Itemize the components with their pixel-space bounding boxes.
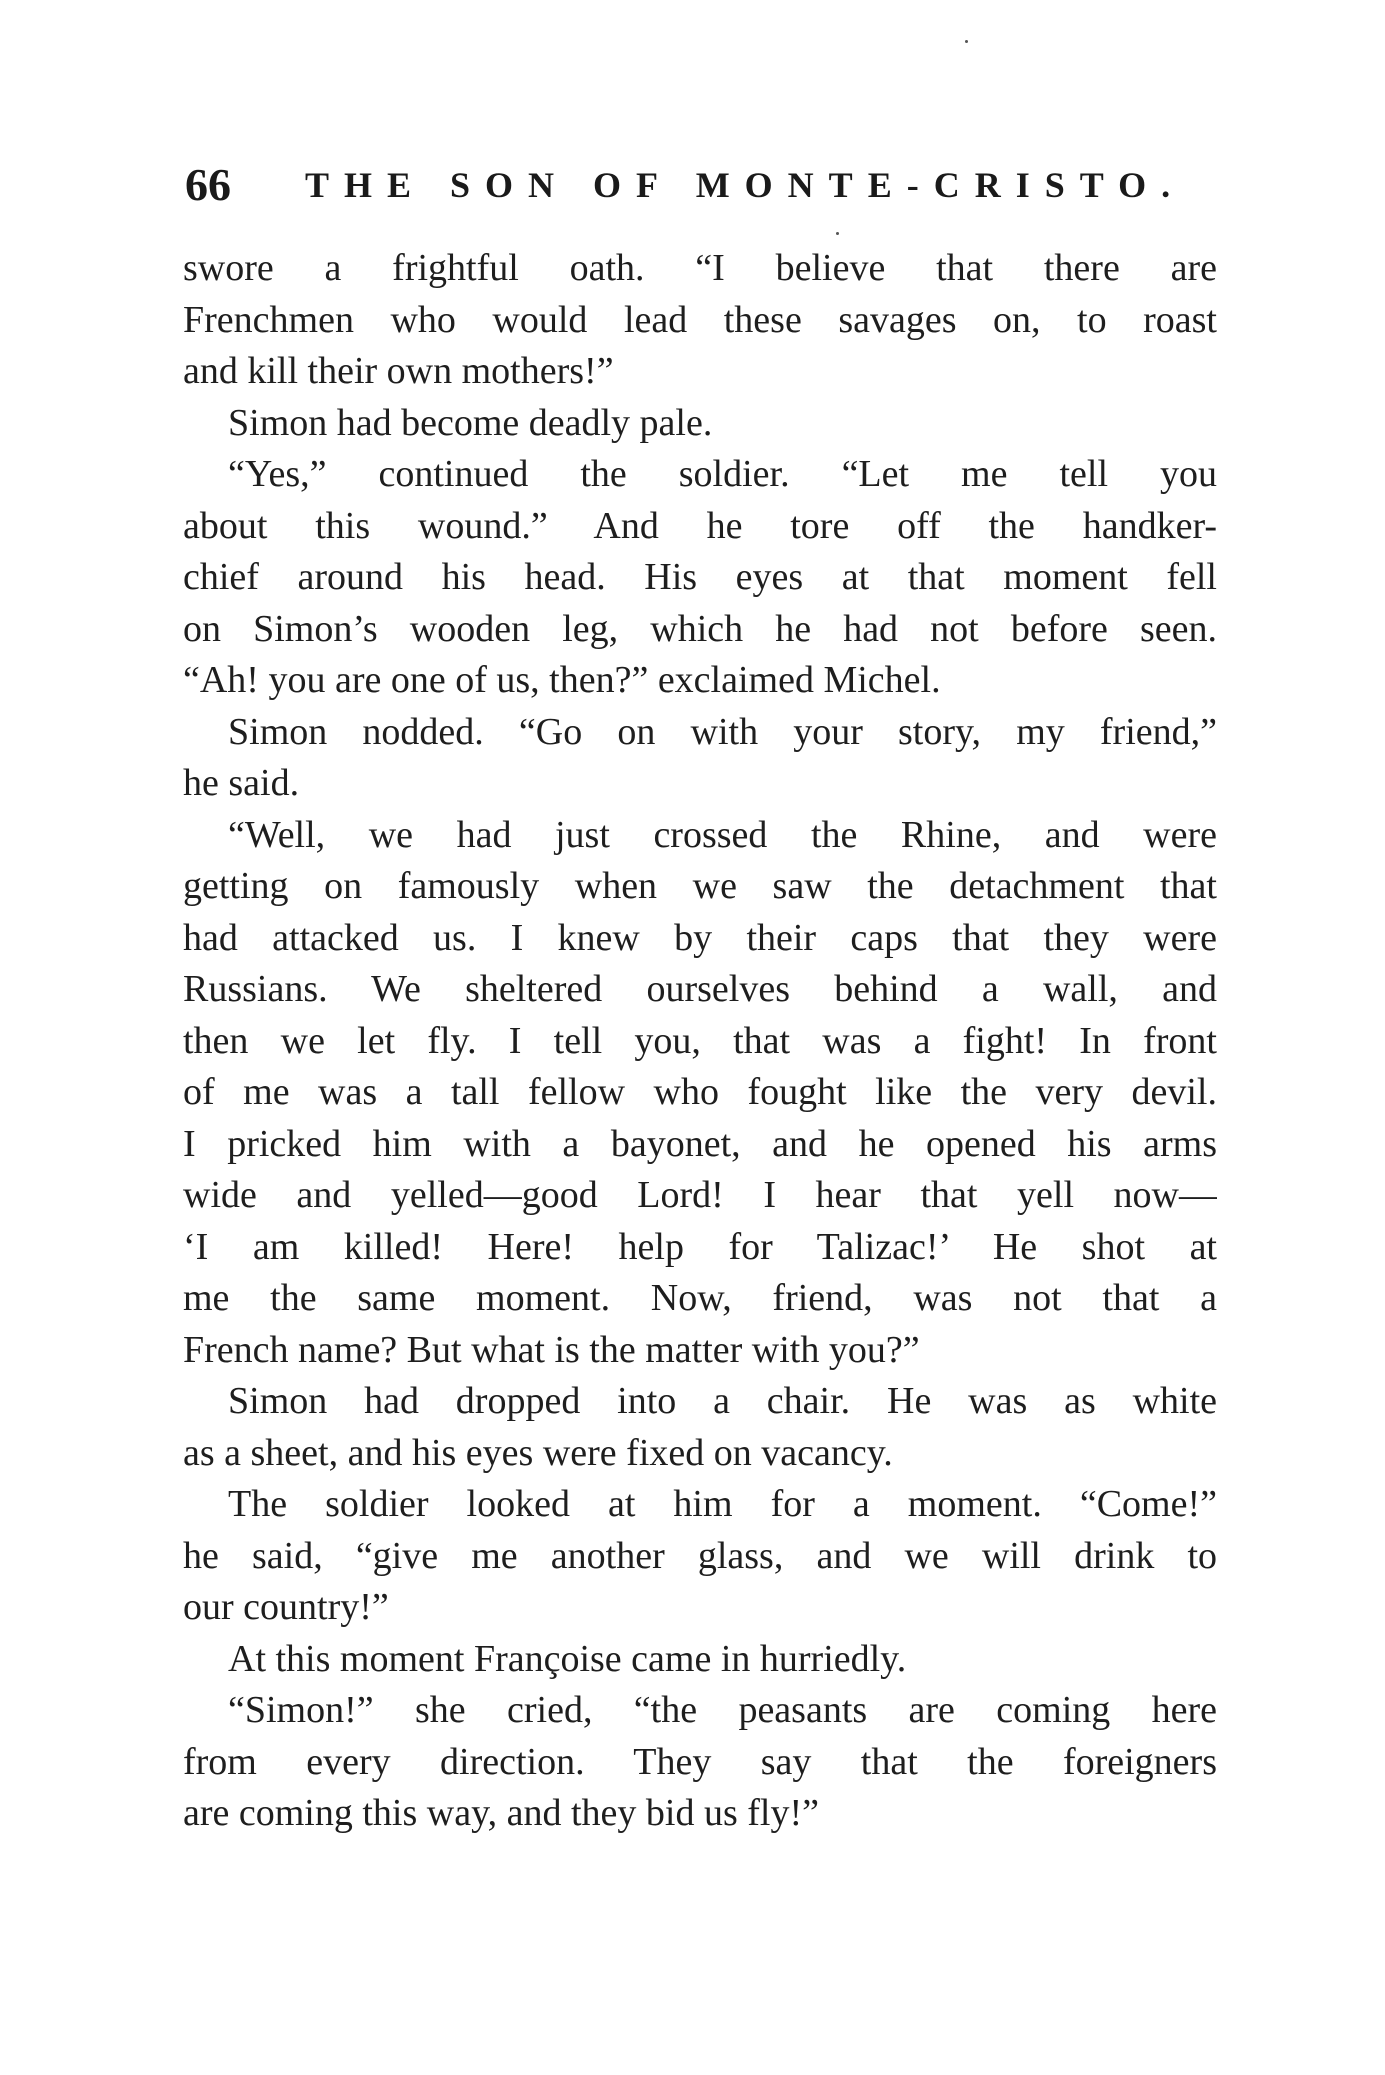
text-line: “Simon!” she cried, “the peasants are coming here — [228, 1689, 1217, 1731]
text-line: At this moment Françoise came in hurriedly. — [228, 1637, 907, 1680]
page-number: 66 — [185, 159, 231, 210]
text-line: The soldier looked at him for a moment. “Come!” — [228, 1483, 1217, 1525]
text-line: “Well, we had just crossed the Rhine, and were — [228, 813, 1217, 856]
running-head — [185, 150, 1205, 220]
text-line: wide and yelled—good Lord! I hear that yell now— — [183, 1174, 1217, 1216]
text-line: our country!” — [183, 1586, 389, 1628]
text-line: chief around his head. His eyes at that moment fell — [183, 556, 1217, 598]
text-line: Simon nodded. “Go on with your story, my friend,” — [228, 710, 1217, 753]
text-line: ‘I am killed! Here! help for Talizac!’ He shot at — [183, 1225, 1217, 1268]
text-line: are coming this way, and they bid us fly!” — [183, 1792, 819, 1834]
text-line: Russians. We sheltered ourselves behind a wall, and — [183, 968, 1217, 1010]
text-line: he said, “give me another glass, and we will drink to — [183, 1534, 1217, 1577]
running-title: THE SON OF MONTE-CRISTO. — [305, 165, 1186, 205]
text-line: on Simon’s wooden leg, which he had not before seen. — [183, 607, 1217, 650]
text-line: about this wound.” And he tore off the handker- — [183, 504, 1217, 547]
text-line: then we let fly. I tell you, that was a fight! In front — [183, 1019, 1217, 1062]
text-line: “Yes,” continued the soldier. “Let me tell you — [228, 453, 1217, 495]
text-line: as a sheet, and his eyes were fixed on vacancy. — [183, 1431, 893, 1474]
print-speck — [965, 40, 968, 43]
text-line: getting on famously when we saw the detachment that — [183, 865, 1217, 907]
text-line: swore a frightful oath. “I believe that there are — [183, 247, 1217, 289]
text-line: Simon had become deadly pale. — [228, 401, 713, 444]
text-line: had attacked us. I knew by their caps that they were — [183, 916, 1217, 959]
text-line: Simon had dropped into a chair. He was as white — [228, 1380, 1217, 1422]
text-line: I pricked him with a bayonet, and he opened his arms — [183, 1122, 1217, 1165]
text-line: he said. — [183, 762, 300, 804]
text-line: French name? But what is the matter with you?” — [183, 1328, 920, 1371]
text-line: me the same moment. Now, friend, was not that a — [183, 1277, 1217, 1319]
text-line: of me was a tall fellow who fought like the very devil. — [183, 1071, 1217, 1113]
text-line: and kill their own mothers!” — [183, 350, 614, 392]
body-text — [183, 243, 1217, 1840]
print-speck — [836, 232, 839, 235]
text-line: from every direction. They say that the foreigners — [183, 1740, 1217, 1783]
text-line: “Ah! you are one of us, then?” exclaimed Michel. — [183, 659, 941, 701]
text-line: Frenchmen who would lead these savages on, to roast — [183, 298, 1217, 341]
